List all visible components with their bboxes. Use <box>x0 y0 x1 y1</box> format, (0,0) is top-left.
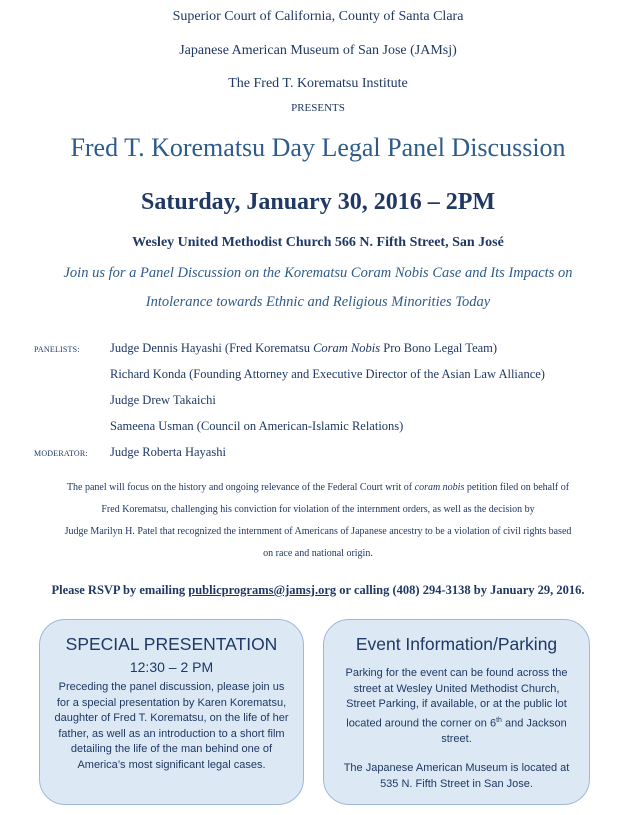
event-info-box <box>323 619 590 805</box>
special-presentation-title: SPECIAL PRESENTATION <box>65 634 278 654</box>
org-korematsu-institute: The Fred T. Korematsu Institute <box>228 76 408 91</box>
panelists-label: PANELISTS: <box>34 345 80 354</box>
rsvp-email-link[interactable]: publicprograms@jamsj.org <box>188 583 337 597</box>
panelist-3: Judge Drew Takaichi <box>110 393 216 407</box>
intro-line-1: Join us for a Panel Discussion on the Korematsu Coram Nobis Case and Its Impacts on <box>63 265 573 281</box>
special-presentation-time: 12:30 – 2 PM <box>129 659 214 675</box>
moderator-label: MODERATOR: <box>34 449 88 458</box>
description-line-4: on race and national origin. <box>263 548 373 559</box>
rsvp-phone-deadline: or calling (408) 294-3138 by January 29, 2016. <box>336 583 585 597</box>
description-line-3: Judge Marilyn H. Patel that recognized the internment of Americans of Japanese ancestry to be a violation of civil rights based <box>64 526 572 537</box>
parking-info-text <box>338 666 575 747</box>
parking-text: Parking for the event can be found across the street at Wesley United Methodist Church, Street Parking, if available, or at the public lot located around the corner on 6 <box>345 667 568 730</box>
panelist-1-affiliation: Pro Bono Legal Team) <box>380 341 498 355</box>
panelist-1-italic: Coram Nobis <box>313 341 381 355</box>
museum-location-text: The Japanese American Museum is located at 535 N. Fifth Street in San Jose. <box>343 762 570 790</box>
rsvp-line <box>0 583 636 598</box>
description-line-1-text: The panel will focus on the history and ongoing relevance of the Federal Court writ of <box>66 482 415 493</box>
intro-line-2: Intolerance towards Ethnic and Religious Minorities Today <box>145 294 491 310</box>
panelist-1 <box>110 341 497 356</box>
event-venue: Wesley United Methodist Church 566 N. Fifth Street, San José <box>132 235 504 250</box>
panelist-1-name: Judge Dennis Hayashi (Fred Korematsu <box>110 341 314 355</box>
special-presentation-text: Preceding the panel discussion, please join us for a special presentation by Karen Korematsu, daughter of Fred T. Korematsu, on the life of her father, as well as an introduction to a short film detailing the life of the man behind one of America’s most significant legal cases. <box>54 681 289 771</box>
event-description <box>22 477 614 565</box>
org-superior-court: Superior Court of California, County of Santa Clara <box>172 9 464 24</box>
event-intro <box>20 259 616 317</box>
description-line-1 <box>22 477 614 499</box>
description-line-1-end: petition filed on behalf of <box>464 482 570 493</box>
panelist-4: Sameena Usman (Council on American-Islamic Relations) <box>110 419 404 433</box>
event-info-title: Event Information/Parking <box>355 634 558 654</box>
moderator-name: Judge Roberta Hayashi <box>110 445 226 459</box>
description-line-2: Fred Korematsu, challenging his conviction for violation of the internment orders, as well as the decision by <box>101 504 535 515</box>
panelist-2: Richard Konda (Founding Attorney and Executive Director of the Asian Law Alliance) <box>110 367 545 381</box>
event-title: Fred T. Korematsu Day Legal Panel Discussion <box>70 133 566 162</box>
parking-text-end: and Jackson street. <box>441 717 567 745</box>
description-italic: coram nobis <box>414 482 465 493</box>
special-presentation-box <box>39 619 304 805</box>
parking-superscript: th <box>496 716 502 724</box>
rsvp-text: Please RSVP by emailing <box>51 583 189 597</box>
org-jamsj: Japanese American Museum of San Jose (JAMsj) <box>179 43 457 58</box>
presents-label: PRESENTS <box>291 102 345 114</box>
event-date: Saturday, January 30, 2016 – 2PM <box>140 189 496 215</box>
